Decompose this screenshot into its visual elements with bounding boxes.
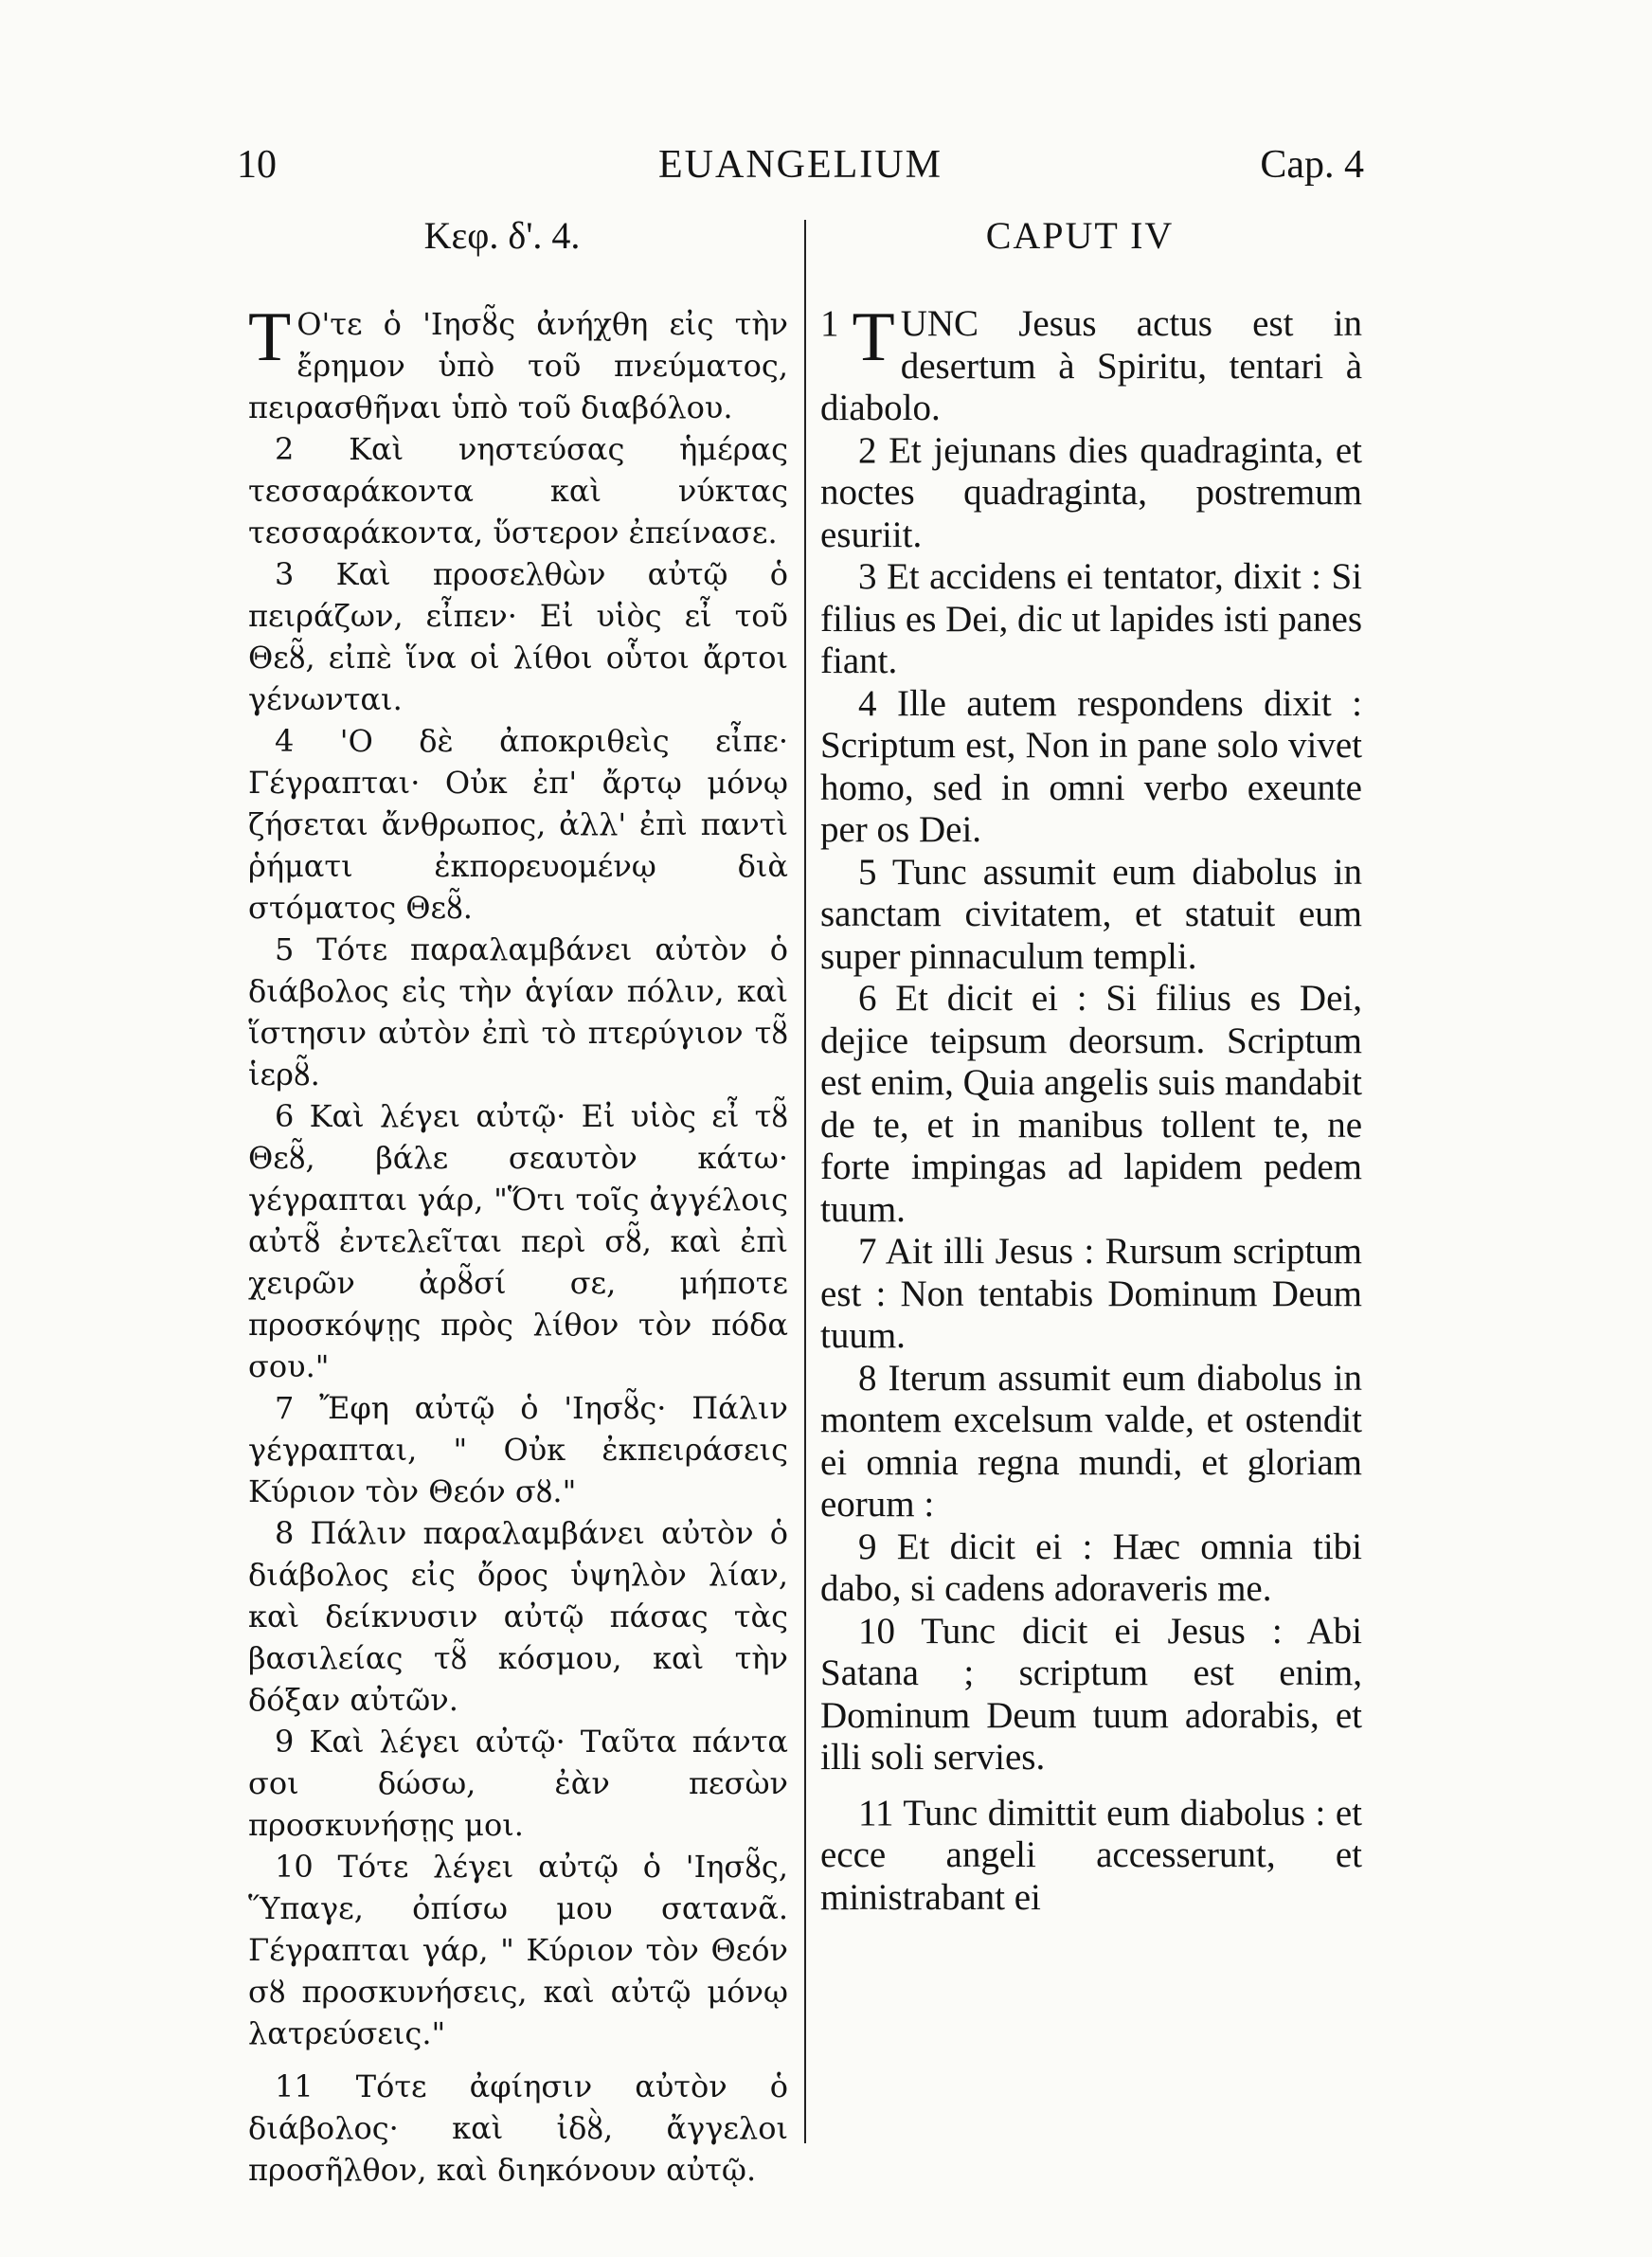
latin-verse-5: 5 Tunc assumit eum diabolus in sanctam civitatem, et statuit eum super pinnaculum templi. [820, 851, 1362, 977]
page-number: 10 [237, 143, 277, 187]
greek-verse-7: 7 Ἔφη αὐτῷ ὁ 'Ιησȣ̃ς· Πάλιν γέγραπται, " Οὐκ ἐκπειράσεις Κύριον τὸν Θεόν σȣ." [248, 1390, 788, 1509]
latin-verse-7: 7 Ait illi Jesus : Rursum scriptum est : Non tentabis Dominum Deum tuum. [820, 1231, 1362, 1356]
latin-verse-6: 6 Et dicit ei : Si filius es Dei, dejice teipsum deorsum. Scriptum est enim, Quia angelis suis mandabit de te, et in manibus tollent te, ne forte impingas ad lapidem pedem tuum. [820, 978, 1362, 1230]
greek-chapter-heading: Κεφ. δ'. 4. [423, 214, 581, 257]
latin-drop-cap: T [852, 298, 895, 376]
greek-verse-3: 3 Καὶ προσελθὼν αὐτῷ ὁ πειράζων, εἶπεν· Εἰ υἱὸς εἶ τοῦ Θεȣ̃, εἰπὲ ἵνα οἱ λίθοι οὗτοι ἄρτοι γένωνται. [248, 556, 788, 717]
greek-verse-6: 6 Καὶ λέγει αὐτῷ· Εἰ υἱὸς εἶ τȣ̃ Θεȣ̃, βάλε σεαυτὸν κάτω· γέγραπται γάρ, "Ὅτι τοῖς ἀγγέλοις αὐτȣ̃ ἐντελεῖται περὶ σȣ̃, καὶ ἐπὶ χειρῶν ἀρȣ̃σί σε, μήποτε προσκόψῃς πρὸς λίθον τὸν πόδα σου." [248, 1098, 788, 1384]
latin-verse-1 [820, 298, 1362, 430]
latin-verse-9: 9 Et dicit ei : Hæc omnia tibi dabo, si cadens adoraveris me. [820, 1526, 1362, 1609]
greek-verse-5: 5 Τότε παραλαμβάνει αὐτὸν ὁ διάβολος εἰς τὴν ἁγίαν πόλιν, καὶ ἵστησιν αὐτὸν ἐπὶ τὸ πτερύγιον τȣ̃ ἱερȣ̃. [248, 931, 788, 1092]
greek-verse-11: 11 Τότε ἀφίησιν αὐτὸν ὁ διάβολος· καὶ ἰδȣ̀, ἄγγελοι προσῆλθον, καὶ διηκόνουν αὐτῷ. [248, 2068, 788, 2188]
greek-verse-1 [248, 298, 788, 428]
greek-verse-10: 10 Τότε λέγει αὐτῷ ὁ 'Ιησȣ̃ς, Ὕπαγε, ὀπίσω μου σατανᾶ. Γέγραπται γάρ, " Κύριον τὸν Θεόν σȣ προσκυνήσεις, καὶ αὐτῷ μόνῳ λατρεύσεις." [248, 1849, 788, 2051]
chapter-label: Cap. 4 [1260, 143, 1364, 187]
latin-verse-8: 8 Iterum assumit eum diabolus in montem excelsum valde, et ostendit ei omnia regna mundi, et gloriam eorum : [820, 1357, 1362, 1525]
latin-verse-2: 2 Et jejunans dies quadraginta, et noctes quadraginta, postremum esuriit. [820, 429, 1362, 555]
greek-verse-2: 2 Καὶ νηστεύσας ἡμέρας τεσσαράκοντα καὶ νύκτας τεσσαράκοντα, ὕστερον ἐπείνασε. [248, 431, 788, 551]
greek-verse-4: 4 'Ο δὲ ἀποκριθεὶς εἶπε· Γέγραπται· Οὐκ ἐπ' ἄρτῳ μόνῳ ζήσεται ἄνθρωπος, ἀλλ' ἐπὶ παντὶ ῥήματι ἐκπορευομένῳ διὰ στόματος Θεȣ̃. [248, 723, 788, 926]
column-divider [804, 220, 806, 2143]
running-title: EUANGELIUM [658, 143, 943, 187]
latin-verse-3: 3 Et accidens ei tentator, dixit : Si filius es Dei, dic ut lapides isti panes fiant. [820, 556, 1362, 681]
greek-verse-text: Ο'τε ὁ 'Ιησȣ̃ς ἀνήχθη εἰς τὴν ἔρημον ὑπὸ τοῦ πνεύματος, πειρασθῆναι ὑπὸ τοῦ διαβόλου. [248, 306, 788, 425]
greek-verse-8: 8 Πάλιν παραλαμβάνει αὐτὸν ὁ διάβολος εἰς ὄρος ὑψηλὸν λίαν, καὶ δείκνυσιν αὐτῷ πάσας τὰς βασιλείας τȣ̃ κόσμου, καὶ τὴν δόξαν αὐτῶν. [248, 1515, 788, 1718]
latin-verse-text: UNC Jesus actus est in desertum à Spiritu, tentari à diabolo. [820, 303, 1362, 428]
latin-column [820, 298, 1362, 1919]
latin-chapter-heading: CAPUT IV [985, 214, 1175, 257]
latin-verse-number: 1 [820, 303, 839, 344]
page-header [237, 142, 1364, 199]
latin-verse-4: 4 Ille autem respondens dixit : Scriptum est, Non in pane solo vivet homo, sed in omni verbo exeunte per os Dei. [820, 682, 1362, 850]
latin-verse-10: 10 Tunc dicit ei Jesus : Abi Satana ; scriptum est enim, Dominum Deum tuum adorabis, et illi soli servies. [820, 1610, 1362, 1778]
greek-drop-cap: T [248, 298, 292, 376]
latin-verse-11: 11 Tunc dimittit eum diabolus : et ecce angeli accesserunt, et ministrabant ei [820, 1792, 1362, 1918]
greek-verse-9: 9 Καὶ λέγει αὐτῷ· Ταῦτα πάντα σοι δώσω, ἐὰν πεσὼν προσκυνήσῃς μοι. [248, 1724, 788, 1843]
greek-column [248, 298, 788, 2191]
